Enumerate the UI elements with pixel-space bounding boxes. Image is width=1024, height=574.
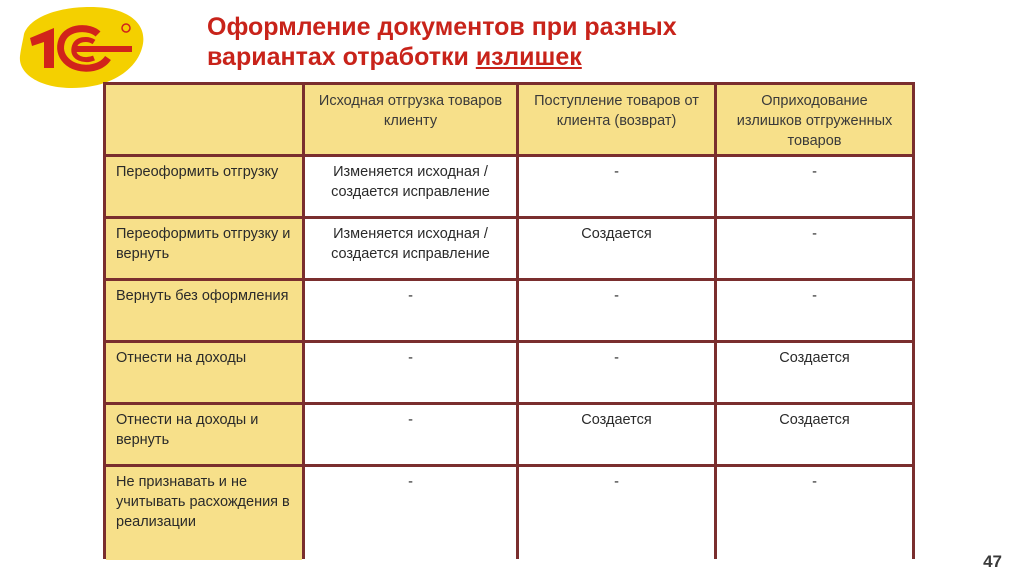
header-cell-surplus: Оприходование излишков отгруженных товаров <box>717 85 912 154</box>
slide-title <box>207 12 907 72</box>
row-label: Отнести на доходы <box>106 343 302 402</box>
table-cell: - <box>305 281 516 340</box>
table-row <box>106 405 912 464</box>
row-label: Переоформить отгрузку и вернуть <box>106 219 302 278</box>
row-label: Переоформить отгрузку <box>106 157 302 216</box>
table-cell: - <box>305 467 516 560</box>
table-cell: - <box>519 467 714 560</box>
row-label: Отнести на доходы и вернуть <box>106 405 302 464</box>
title-line-1: Оформление документов при разных <box>207 13 677 41</box>
table-cell: - <box>717 219 912 278</box>
documents-table <box>103 82 915 563</box>
table-cell: - <box>519 343 714 402</box>
title-line-2-prefix: вариантах отработки <box>207 43 476 71</box>
header-cell-return: Поступление товаров от клиента (возврат) <box>519 85 714 154</box>
title-line-2 <box>207 42 907 72</box>
table-cell: - <box>519 157 714 216</box>
table-row <box>106 157 912 216</box>
table-cell: Изменяется исходная / создается исправление <box>305 157 516 216</box>
table-cell: - <box>519 281 714 340</box>
table-cell: Создается <box>519 219 714 278</box>
table-cell: - <box>305 405 516 464</box>
row-label: Не признавать и не учитывать расхождения в реализации <box>106 467 302 560</box>
page-number: 47 <box>983 552 1002 571</box>
table-row <box>106 219 912 278</box>
table-row <box>106 467 912 560</box>
table-cell: - <box>717 157 912 216</box>
table-cell: - <box>717 467 912 560</box>
table-cell: - <box>717 281 912 340</box>
header-row <box>106 85 912 154</box>
table-row <box>106 281 912 340</box>
table-cell: Создается <box>717 343 912 402</box>
table-cell: - <box>305 343 516 402</box>
table-row <box>106 343 912 402</box>
title-underlined-word: излишек <box>475 43 582 71</box>
row-label: Вернуть без оформления <box>106 281 302 340</box>
table-cell: Создается <box>519 405 714 464</box>
header-cell-corner <box>106 85 302 154</box>
table-cell: Создается <box>717 405 912 464</box>
table-cell: Изменяется исходная / создается исправление <box>305 219 516 278</box>
1c-logo <box>14 4 150 90</box>
header-cell-shipment: Исходная отгрузка товаров клиенту <box>305 85 516 154</box>
